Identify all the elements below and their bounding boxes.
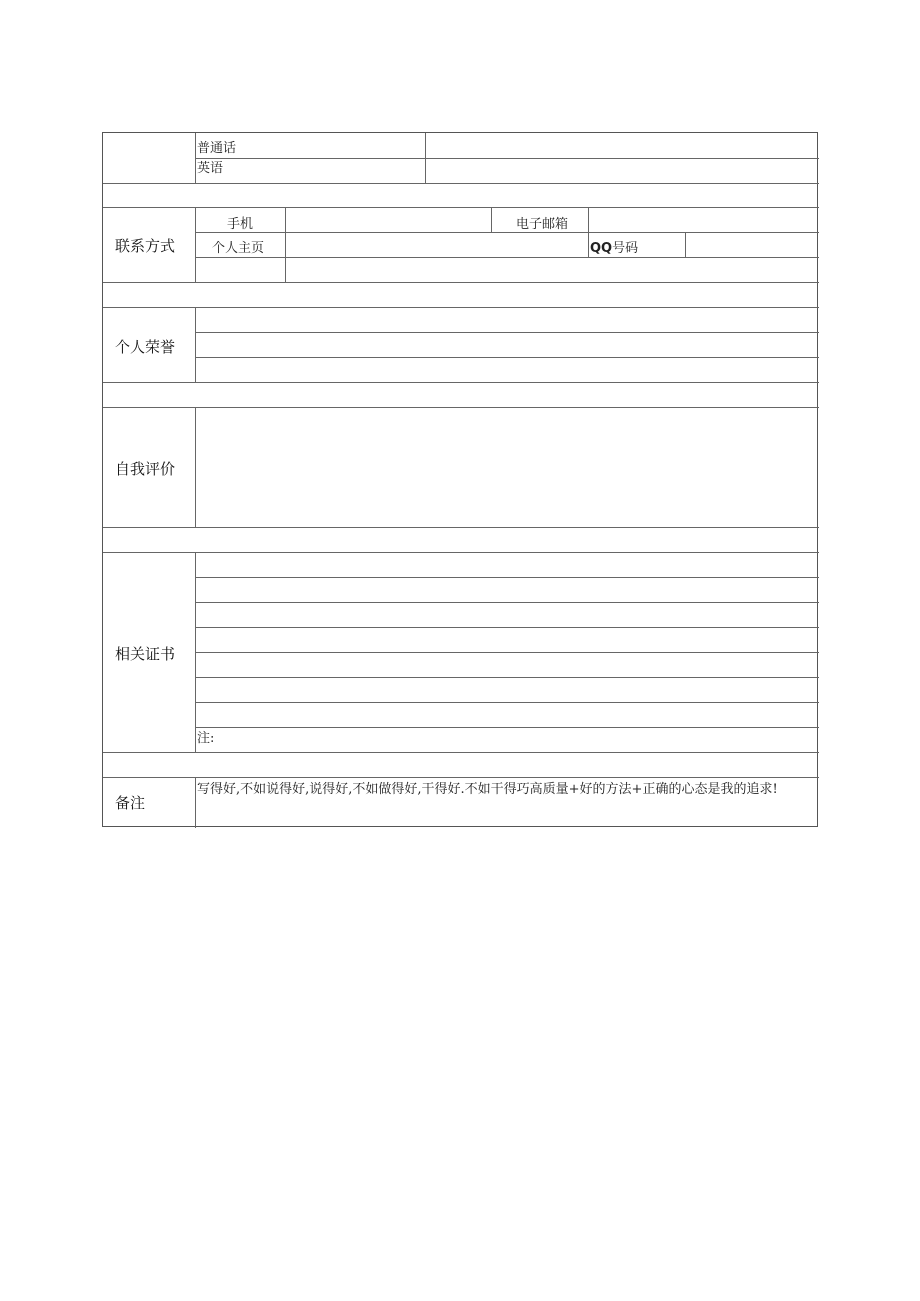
row-divider: [195, 677, 819, 678]
qq-label-suffix: 号码: [612, 241, 639, 256]
self-evaluation-section-label: 自我评价: [115, 460, 176, 478]
row-divider: [195, 257, 819, 258]
row-divider: [103, 752, 819, 753]
row-divider: [195, 332, 819, 333]
row-divider: [195, 232, 819, 233]
row-divider: [195, 727, 819, 728]
email-label: 电子邮箱: [516, 217, 569, 232]
email-field[interactable]: [592, 211, 815, 229]
column-divider: [195, 207, 196, 282]
certificates-note-label: 注:: [197, 731, 215, 746]
row-divider: [195, 577, 819, 578]
row-divider: [195, 357, 819, 358]
remarks-section-label: 备注: [115, 794, 146, 812]
column-divider: [588, 232, 589, 257]
row-divider: [195, 602, 819, 603]
self-evaluation-field[interactable]: [199, 411, 815, 523]
column-divider: [195, 552, 196, 752]
column-divider: [685, 232, 686, 257]
row-divider: [103, 282, 819, 283]
column-divider: [195, 307, 196, 382]
contact-section-label: 联系方式: [115, 237, 176, 255]
row-divider: [195, 627, 819, 628]
column-divider: [491, 207, 492, 232]
row-divider: [103, 527, 819, 528]
honors-section-label: 个人荣誉: [115, 338, 176, 356]
remarks-text: 写得好,不如说得好,说得好,不如做得好,干得好.不如干得巧高质量+好的方法+正确的心态是我的追求!: [197, 782, 778, 797]
homepage-label: 个人主页: [212, 241, 265, 256]
mandarin-level-field[interactable]: [429, 137, 815, 155]
phone-label: 手机: [227, 217, 254, 232]
certificates-section-label: 相关证书: [115, 645, 176, 663]
row-divider: [103, 552, 819, 553]
english-level-field[interactable]: [429, 162, 815, 180]
row-divider: [103, 382, 819, 383]
row-divider: [195, 652, 819, 653]
qq-label-prefix: QQ: [590, 241, 613, 256]
row-divider: [103, 407, 819, 408]
homepage-field[interactable]: [289, 236, 584, 254]
language-mandarin-label: 普通话: [197, 141, 237, 156]
resume-form-table: [102, 132, 818, 827]
phone-field[interactable]: [289, 211, 487, 229]
qq-field[interactable]: [689, 236, 815, 254]
row-divider: [103, 207, 819, 208]
row-divider: [195, 702, 819, 703]
column-divider: [195, 777, 196, 828]
row-divider: [103, 777, 819, 778]
row-divider: [103, 183, 819, 184]
row-divider: [195, 158, 819, 159]
row-divider: [103, 307, 819, 308]
column-divider: [588, 207, 589, 232]
column-divider: [195, 407, 196, 527]
column-divider: [425, 133, 426, 183]
column-divider: [195, 133, 196, 183]
qq-label: [590, 241, 638, 257]
column-divider: [285, 207, 286, 282]
language-english-label: 英语: [197, 161, 224, 176]
